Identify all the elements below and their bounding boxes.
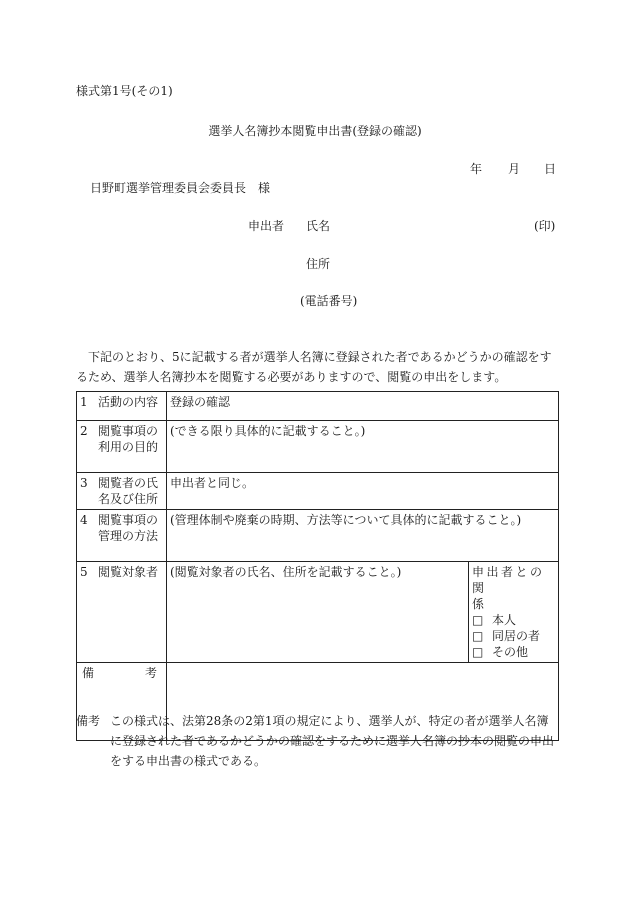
phone-label: (電話番号) bbox=[300, 294, 358, 308]
table-row bbox=[77, 510, 559, 562]
table-row bbox=[77, 473, 559, 510]
applicant-label: 申出者 bbox=[248, 219, 285, 233]
table-row bbox=[77, 392, 559, 421]
row-label: 2 閲覧事項の 利用の目的 bbox=[77, 421, 167, 473]
remarks-label-right: 考 bbox=[144, 666, 157, 680]
relationship-title-cont: 係 bbox=[472, 597, 485, 611]
row-label: 5 閲覧対象者 bbox=[77, 562, 167, 663]
row-label: 1 活動の内容 bbox=[77, 392, 167, 421]
date-day: 日 bbox=[544, 162, 557, 176]
relationship-cell bbox=[469, 562, 559, 663]
seal-mark: (印) bbox=[534, 219, 556, 233]
relationship-title: 申出者との関 bbox=[472, 565, 545, 595]
addressee: 日野町選挙管理委員会委員長 様 bbox=[90, 181, 271, 195]
date-year: 年 bbox=[470, 162, 483, 176]
viewer-name-address-field[interactable]: 申出者と同じ。 bbox=[167, 473, 559, 510]
management-method-field[interactable]: (管理体制や廃棄の時期、方法等について具体的に記載すること。) bbox=[167, 510, 559, 562]
row-label: 3 閲覧者の氏 名及び住所 bbox=[77, 473, 167, 510]
table-row bbox=[77, 421, 559, 473]
remarks-note bbox=[76, 711, 558, 771]
activity-content-field[interactable]: 登録の確認 bbox=[167, 392, 559, 421]
relationship-option-self[interactable]: □ 本人 bbox=[472, 613, 517, 627]
body-paragraph: 下記のとおり、5に記載する者が選挙人名簿に登録された者であるかどうかの確認をするため、選挙人名簿抄本を閲覧する必要がありますので、閲覧の申出をします。 bbox=[76, 350, 552, 384]
table-row bbox=[77, 562, 559, 663]
checkbox-icon[interactable]: □ bbox=[472, 645, 484, 659]
remarks-note-text: この様式は、法第28条の2第1項の規定により、選挙人が、特定の者が選挙人名簿に登録された者であるかどうかの確認をするために選挙人名簿の抄本の閲覧の申出をする申出書の様式である。 bbox=[110, 714, 555, 768]
relationship-option-cohabitant[interactable]: □ 同居の者 bbox=[472, 629, 541, 643]
date-row bbox=[470, 161, 556, 177]
address-label: 住所 bbox=[306, 257, 331, 271]
remarks-label-left: 備 bbox=[82, 666, 95, 680]
remarks-note-label: 備考 bbox=[76, 714, 101, 728]
form-number: 様式第1号(その1) bbox=[76, 84, 173, 98]
date-month: 月 bbox=[508, 162, 521, 176]
relationship-option-other[interactable]: □ その他 bbox=[472, 645, 529, 659]
checkbox-icon[interactable]: □ bbox=[472, 629, 484, 643]
target-person-field[interactable]: (閲覧対象者の氏名、住所を記載すること。) bbox=[167, 562, 469, 663]
row-label: 4 閲覧事項の 管理の方法 bbox=[77, 510, 167, 562]
document-title: 選挙人名簿抄本閲覧申出書(登録の確認) bbox=[208, 124, 422, 138]
checkbox-icon[interactable]: □ bbox=[472, 613, 484, 627]
application-table bbox=[76, 391, 559, 741]
purpose-field[interactable]: (できる限り具体的に記載すること。) bbox=[167, 421, 559, 473]
name-label: 氏名 bbox=[306, 219, 331, 233]
